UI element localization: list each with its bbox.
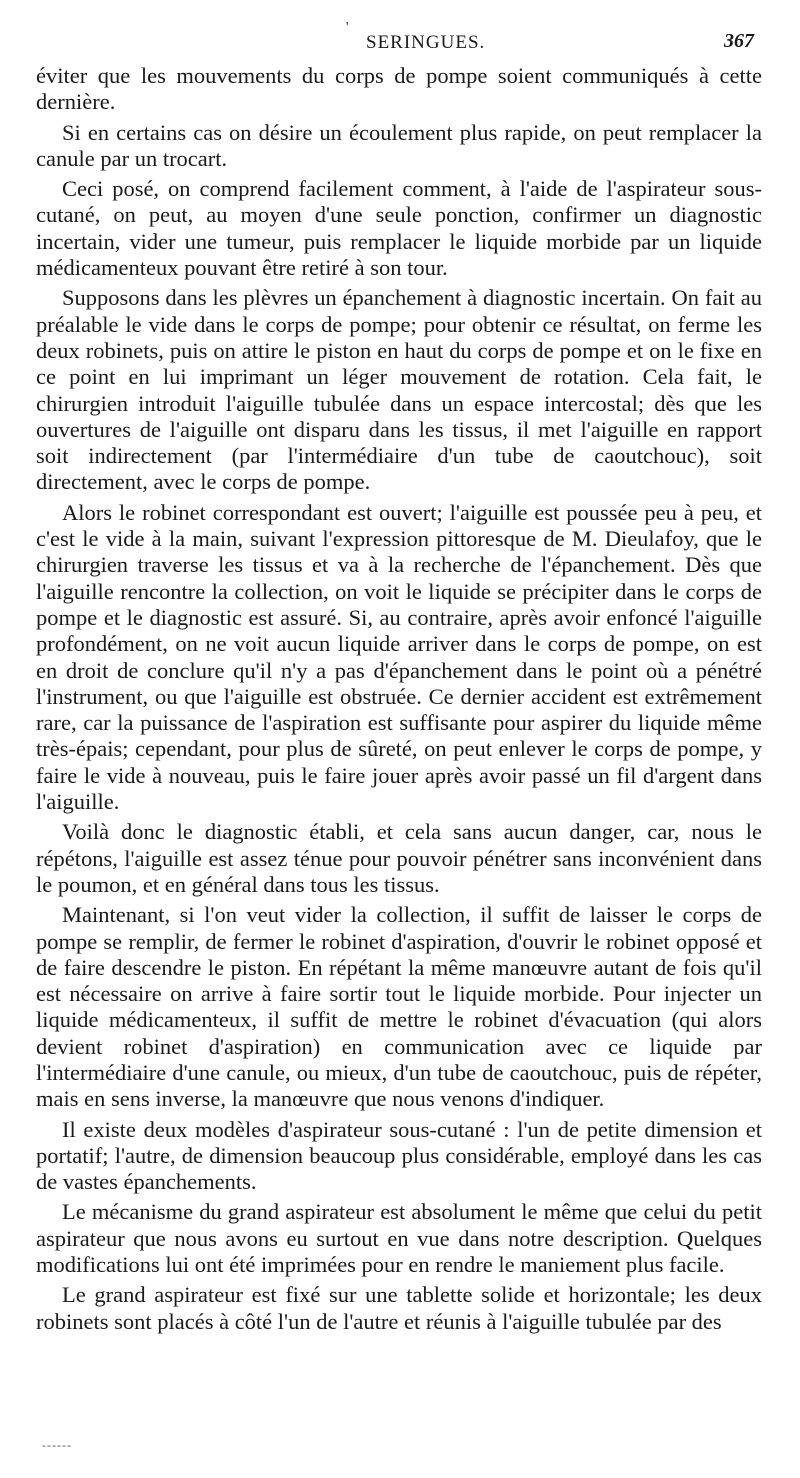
- header-mark: ': [346, 20, 349, 35]
- paragraph: Maintenant, si l'on veut vider la collection, il suffit de laisser le corps de pompe se remplir, de fermer le robinet d'aspiration, d'ouvrir le robinet opposé et de faire descendre le piston. En répétant la même manœuvre autant de fois qu'il est nécessaire on arrive à faire sortir tout le liquide morbide. Pour injecter un liquide médicamenteux, il suffit de mettre le robinet d'évacuation (qui alors devient robinet d'aspiration) en communication avec ce liquide par l'intermédiaire d'une canule, ou mieux, d'un tube de caoutchouc, puis de répéter, mais en sens inverse, la manœuvre que nous venons d'indiquer.: [36, 902, 762, 1112]
- paragraph: Le mécanisme du grand aspirateur est absolument le même que celui du petit aspirateur que nous avons eu surtout en vue dans notre description. Quelques modifications lui ont été imprimées pour en rendre le maniement plus facile.: [36, 1199, 762, 1278]
- paragraph: éviter que les mouvements du corps de pompe soient communiqués à cette dernière.: [36, 63, 762, 115]
- paragraph: Il existe deux modèles d'aspirateur sous-cutané : l'un de petite dimension et portatif; l'autre, de dimension beaucoup plus considérable, employé dans les cas de vastes épanchements.: [36, 1116, 762, 1195]
- paragraph: Le grand aspirateur est fixé sur une tablette solide et horizontale; les deux robinets sont placés à côté l'un de l'autre et réunis à l'aiguille tubulée par des: [36, 1282, 762, 1334]
- body-text: [36, 63, 762, 1339]
- page-number: 367: [724, 30, 754, 52]
- paragraph: Alors le robinet correspondant est ouvert; l'aiguille est poussée peu à peu, et c'est le vide à la main, suivant l'expression pittoresque de M. Dieulafoy, que le chirurgien traverse les tissus et va à la recherche de l'épanchement. Dès que l'aiguille rencontre la collection, on voit le liquide se précipiter dans le corps de pompe et le diagnostic est assuré. Si, au contraire, après avoir enfoncé l'aiguille profondément, on ne voit aucun liquide arriver dans le corps de pompe, on est en droit de conclure qu'il n'y a pas d'épanchement dans le point où a pénétré l'instrument, ou que l'aiguille est obstruée. Ce dernier accident est extrêmement rare, car la puissance de l'aspiration est suffisante pour aspirer du liquide même très-épais; cependant, pour plus de sûreté, on peut enlever le corps de pompe, y faire le vide à nouveau, puis le faire jouer après avoir passé un fil d'argent dans l'aiguille.: [36, 499, 762, 815]
- running-head: [36, 20, 758, 56]
- paragraph: Si en certains cas on désire un écoulement plus rapide, on peut remplacer la canule par un trocart.: [36, 119, 762, 171]
- paragraph: Voilà donc le diagnostic établi, et cela sans aucun danger, car, nous le répétons, l'aiguille est assez ténue pour pouvoir pénétrer sans inconvénient dans le poumon, et en général dans tous les tissus.: [36, 819, 762, 897]
- paragraph: Ceci posé, on comprend facilement comment, à l'aide de l'aspirateur sous-cutané, on peut, au moyen d'une seule ponction, confirmer un diagnostic incertain, vider une tumeur, puis remplacer le liquide morbide par un liquide médicamenteux pouvant être retiré à son tour.: [36, 176, 762, 281]
- footer-mark: ------: [42, 1438, 72, 1452]
- running-title: SERINGUES.: [366, 32, 486, 53]
- paragraph: Supposons dans les plèvres un épanchement à diagnostic incertain. On fait au préalable le vide dans le corps de pompe; pour obtenir ce résultat, on ferme les deux robinets, puis on attire le piston en haut du corps de pompe et on le fixe en ce point en lui imprimant un léger mouvement de rotation. Cela fait, le chirurgien introduit l'aiguille tubulée dans un espace intercostal; dès que les ouvertures de l'aiguille ont disparu dans les tissus, il met l'aiguille en rapport soit indirectement (par l'intermédiaire d'un tube de caoutchouc), soit directement, avec le corps de pompe.: [36, 285, 762, 495]
